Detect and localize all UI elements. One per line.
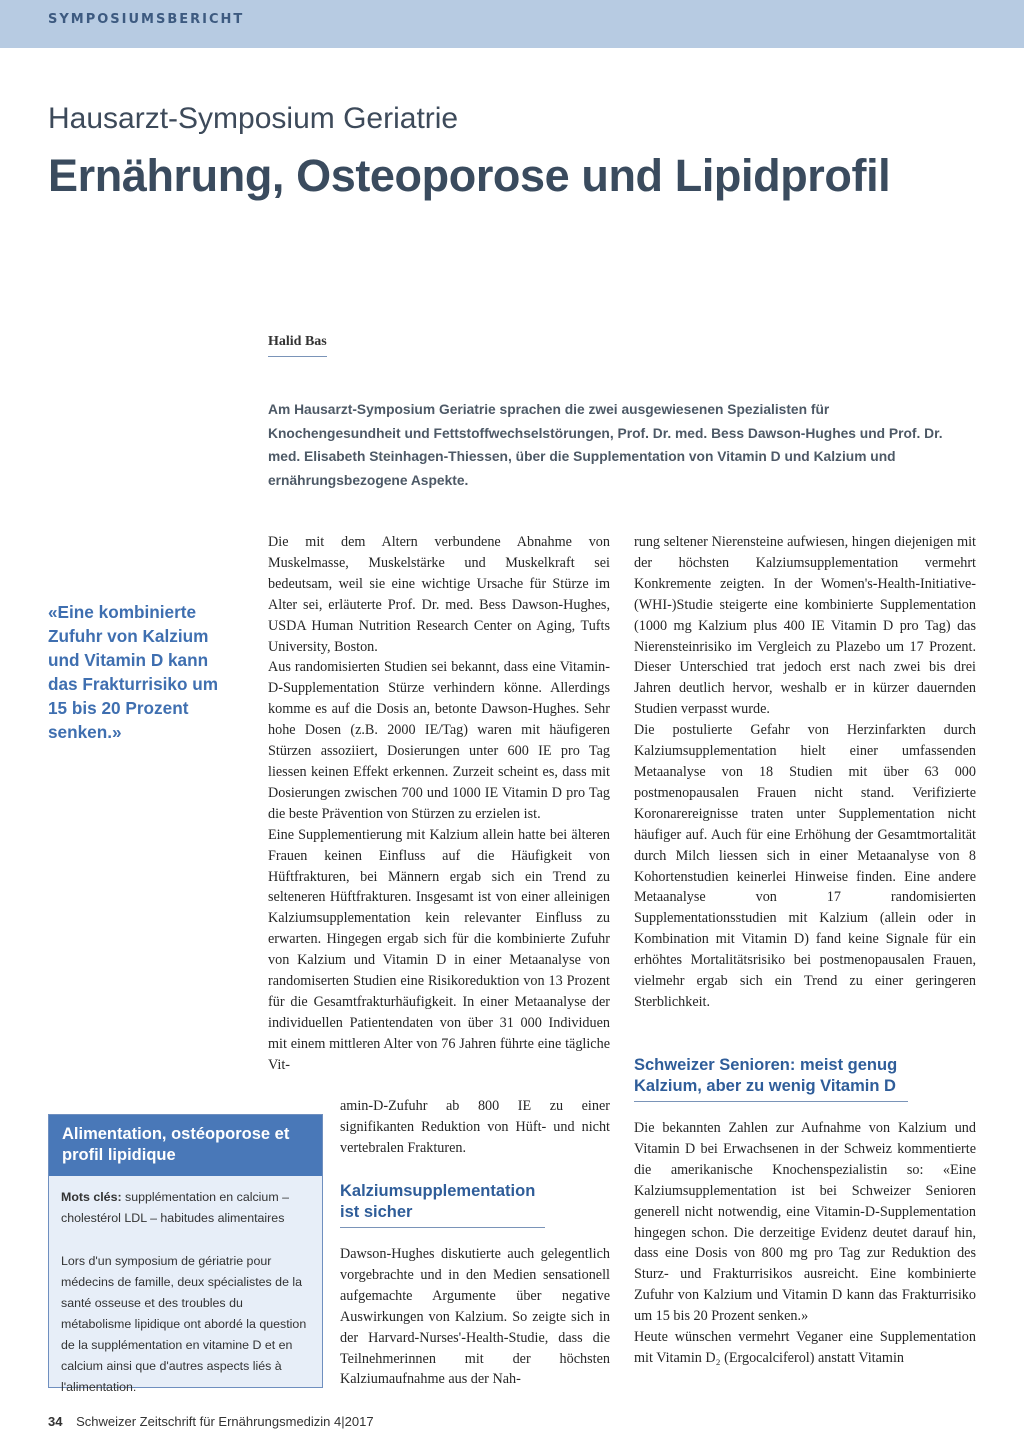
article-column-1-continued bbox=[340, 1096, 610, 1159]
section-label: SYMPOSIUMSBERICHT bbox=[48, 12, 245, 27]
page-title: Ernährung, Osteoporose und Lipidprofil bbox=[48, 150, 891, 201]
body-paragraph: rung seltener Nierensteine aufwiesen, hingen diejenigen mit der höchsten Kalziumsupplementation vermehrt Konkremente zeigten. In der Women's-Health-Initiative-(WHI-)Studie steigerte eine kombinierte Supplementation (1000 mg Kalzium plus 400 IE Vitamin D pro Tag) das Nierensteinrisiko im Vergleich zu Plazebo um 17 Prozent. Dieser Unterschied trat jedoch erst nach zwei bis drei Jahren deutlich hervor, weshalb er in kürzer dauernden Studien verpasst wurde. bbox=[634, 534, 976, 718]
page-number: 34 bbox=[48, 1414, 63, 1429]
body-paragraph: Die mit dem Altern verbundene Abnahme von Muskelmasse, Muskelstärke und Muskelkraft sei bedeutsam, weil sie eine wichtige Ursache für Stürze im Alter sei, erläuterte Prof. Dr. med. Bess Dawson-Hughes, USDA Human Nutrition Research Center on Aging, Tufts University, Boston. bbox=[268, 534, 610, 655]
body-paragraph: Die postulierte Gefahr von Herzinfarkten durch Kalziumsupplementation hielt einer umfassenden Metaanalyse von 18 Studien mit über 63 000 postmenopausalen Frauen nicht stand. Verifizierte Koronarereignisse traten unter Supplementation nicht häufiger auf. Auch für eine Erhöhung der Gesamtmortalität durch Milch liessen sich in einer Metaanalyse von 8 Kohortenstudien keinerlei Hinweise finden. Eine andere Metaanalyse von 17 randomisierten Supplementationsstudien mit Kalzium (allein oder in Kombination mit Vitamin D) fand keine Signale für ein erhöhtes Mortalitätsrisiko bei postmenopausalen Frauen, vielmehr ergab sich ein Trend zu einer geringeren Sterblichkeit. bbox=[634, 722, 976, 1010]
body-paragraph: Dawson-Hughes diskutierte auch gelegentlich vorgebrachte und in den Medien sensationell aufgemachte Argumente über negative Auswirkungen von Kalzium. So zeigte sich in der Harvard-Nurses'-Health-Studie, dass die Teilnehmerinnen mit der höchsten Kalziumaufnahme aus der Nah- bbox=[340, 1246, 610, 1388]
kicker-title: Hausarzt-Symposium Geriatrie bbox=[48, 102, 459, 135]
article-column-1-lower bbox=[340, 1244, 610, 1390]
article-column-1 bbox=[268, 532, 610, 1076]
pull-quote: «Eine kombinierte Zufuhr von Kalzium und Vitamin D kann das Frakturrisiko um 15 bis 20 Prozent senken.» bbox=[48, 602, 219, 743]
summary-text: Lors d'un symposium de gériatrie pour médecins de famille, deux spécialistes de la santé osseuse et des troubles du métabolisme lipidique ont abordé la question de la supplémentation en vitamine D et en calcium ainsi que d'autres aspects liés à l'alimentation. bbox=[61, 1254, 307, 1394]
article-column-2 bbox=[634, 532, 976, 1013]
header-bar bbox=[0, 0, 1024, 48]
body-paragraph: amin-D-Zufuhr ab 800 IE zu einer signifikanten Reduktion von Hüft- und nicht vertebralen Frakturen. bbox=[340, 1098, 610, 1156]
author-name: Halid Bas bbox=[268, 334, 327, 357]
body-paragraph: Die bekannten Zahlen zur Aufnahme von Kalzium und Vitamin D bei Erwachsenen in der Schweiz kommentierte die amerikanische Knochenspezialistin so: «Eine Kalziumsupplementation ist bei Schweizer Senioren generell nicht notwendig, eine Vitamin-D-Supplementation hingegen schon. Die derzeitige Evidenz deutet darauf hin, dass eine Dosis von 800 mg pro Tag zur Reduktion des Sturz- und Frakturrisikos ausreicht. Eine kombinierte Zufuhr von Kalzium und Vitamin D kann das Frakturrisiko um 15 bis 20 Prozent senken.» bbox=[634, 1120, 976, 1325]
keywords-label: Mots clés: bbox=[61, 1190, 122, 1204]
lead-paragraph: Am Hausarzt-Symposium Geriatrie sprachen die zwei ausgewiesenen Spezialisten für Knochengesundheit und Fettstoffwechselstörungen, Prof. Dr. med. Bess Dawson-Hughes und Prof. Dr. med. Elisabeth Steinhagen-Thiessen, über die Supplementation von Vitamin D und Kalzium und ernährungsbezogene Aspekte. bbox=[268, 402, 943, 489]
keywords-text: supplémentation en calcium – cholestérol LDL – habitudes alimentaires bbox=[61, 1190, 289, 1225]
body-paragraph: Aus randomisierten Studien sei bekannt, dass eine Vitamin-D-Supplementation Stürze verhindern könne. Allerdings komme es auf die Dosis an, betonte Dawson-Hughes. Sehr hohe Dosen (z.B. 2000 IE/Tag) waren mit häufigeren Stürzen assoziiert, Dosierungen unter 600 IE pro Tag liessen keinen Effekt erkennen. Zurzeit scheint es, dass mit Dosierungen zwischen 700 und 1000 IE Vitamin D pro Tag die beste Prävention von Stürzen zu erzielen ist. bbox=[268, 659, 610, 822]
article-column-2-lower bbox=[634, 1118, 976, 1369]
journal-name: Schweizer Zeitschrift für Ernährungsmedizin 4|2017 bbox=[76, 1414, 374, 1429]
section-heading-calcium-safety: Kalziumsupplementation ist sicher bbox=[340, 1181, 545, 1228]
section-heading-swiss-seniors: Schweizer Senioren: meist genug Kalzium, aber zu wenig Vitamin D bbox=[634, 1055, 908, 1102]
keywords bbox=[61, 1187, 313, 1229]
summary-box-header bbox=[49, 1115, 322, 1176]
summary-box-title: Alimentation, ostéoporose et profil lipidique bbox=[62, 1125, 290, 1164]
page-footer bbox=[48, 1414, 374, 1429]
summary-box-french bbox=[48, 1114, 323, 1394]
body-paragraph: Heute wünschen vermehrt Veganer eine Supplementation mit Vitamin D₂ (Ergocalciferol) anstatt Vitamin bbox=[634, 1329, 976, 1366]
body-paragraph: Eine Supplementierung mit Kalzium allein hatte bei älteren Frauen keinen Einfluss auf die Häufigkeit von Hüftfrakturen, bei Männern ergab sich ein Trend zu selteneren Hüftfrakturen. Insgesamt ist von einer alleinigen Kalziumsupplementation kein relevanter Einfluss zu erwarten. Hingegen ergab sich für die kombinierte Zufuhr von Kalzium und Vitamin D in einer Metaanalyse von randomiserten Studien eine Risikoreduktion von 13 Prozent für die Gesamtfrakturhäufigkeit. In einer Metaanalyse der individuellen Patientendaten von über 31 000 Individuen mit einem mittleren Alter von 76 Jahren führte eine tägliche Vit- bbox=[268, 826, 610, 1073]
